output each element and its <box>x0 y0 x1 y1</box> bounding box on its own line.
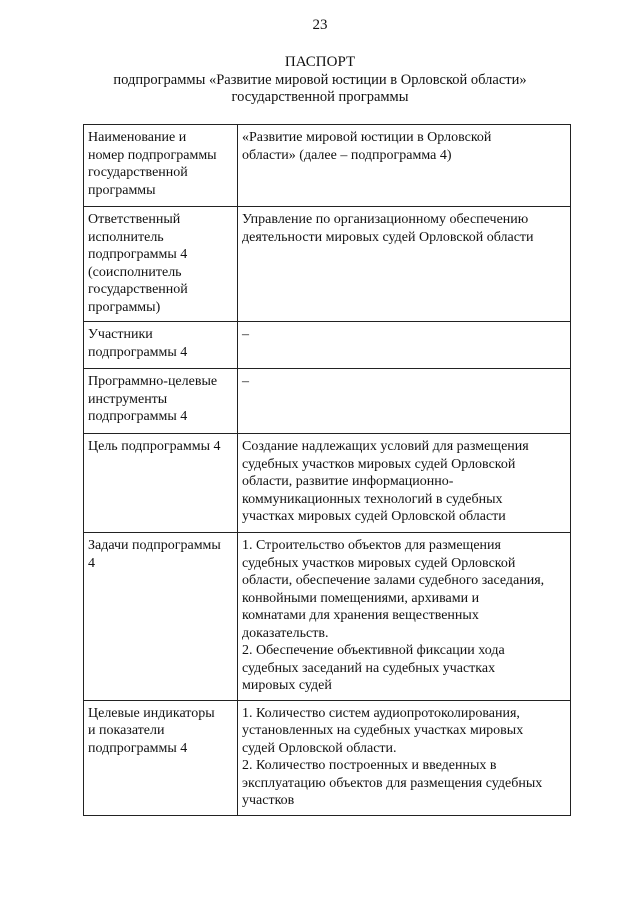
row-label-cell <box>84 434 238 533</box>
row-value-line: 2. Количество построенных и введенных в <box>242 758 497 773</box>
row-label-cell <box>84 533 238 701</box>
row-value-line: конвойными помещениями, архивами и <box>242 590 480 606</box>
subtitle-line: подпрограммы «Развитие мировой юстиции в Орловской области» <box>113 72 527 88</box>
row-label-cell <box>84 369 238 434</box>
row-value-cell <box>238 700 571 815</box>
row-label-cell <box>84 322 238 369</box>
row-label-line: государственной <box>88 165 188 180</box>
row-label-line: программы) <box>88 299 161 315</box>
row-label-line: и показатели <box>88 723 165 738</box>
row-label-line: инструменты <box>88 391 168 407</box>
row-value-line: коммуникационных технологий в судебных <box>242 491 503 507</box>
row-value-line: доказательств. <box>242 625 329 641</box>
row-label-line: подпрограммы 4 <box>88 409 188 424</box>
table-row <box>84 533 571 701</box>
table-row <box>84 207 571 322</box>
row-value-line: – <box>242 327 249 342</box>
row-label-line: Цель подпрограммы 4 <box>88 439 221 454</box>
row-label-line: государственной <box>88 282 188 297</box>
row-value-cell <box>238 434 571 533</box>
document-title: ПАСПОРТ <box>284 54 356 70</box>
table-row <box>84 125 571 207</box>
passport-table <box>83 124 571 816</box>
row-value-line: мировых судей <box>242 678 332 693</box>
row-label-line: исполнитель <box>88 229 164 245</box>
table-row <box>84 700 571 815</box>
row-value-line: установленных на судебных участках мировых <box>242 723 524 738</box>
row-value-line: судей Орловской области. <box>242 740 397 756</box>
row-value-cell <box>238 533 571 701</box>
row-value-line: участков <box>242 793 295 808</box>
row-label-line: Целевые индикаторы <box>88 705 215 721</box>
row-value-line: судебных заседаний на судебных участках <box>242 660 496 676</box>
row-value-line: области, обеспечение залами судебного заседания, <box>242 573 545 588</box>
row-value-cell <box>238 369 571 434</box>
row-label-cell <box>84 207 238 322</box>
row-value-line: Создание надлежащих условий для размещения <box>242 439 529 454</box>
row-label-line: подпрограммы 4 <box>88 247 188 262</box>
row-label-line: подпрограммы 4 <box>88 344 188 360</box>
table-row <box>84 369 571 434</box>
row-label-line: номер подпрограммы <box>88 147 217 163</box>
row-label-line: 4 <box>88 555 95 571</box>
row-value-line: участках мировых судей Орловской области <box>242 509 506 524</box>
row-value-line: Управление по организационному обеспечению <box>242 212 529 227</box>
row-label-line: Задачи подпрограммы <box>88 538 221 553</box>
row-value-line: – <box>242 374 249 389</box>
row-label-line: программы <box>88 182 156 198</box>
row-label-line: Наименование и <box>88 130 187 145</box>
table-row <box>84 322 571 369</box>
row-label-cell <box>84 700 238 815</box>
row-value-line: 1. Количество систем аудиопротоколирования, <box>242 705 520 721</box>
row-value-line: области, развитие информационно- <box>242 474 454 489</box>
row-value-cell <box>238 322 571 369</box>
row-label-cell <box>84 125 238 207</box>
row-value-line: комнатами для хранения вещественных <box>242 608 479 623</box>
row-value-line: судебных участков мировых судей Орловской <box>242 456 516 472</box>
passport-table-body <box>84 125 571 816</box>
row-value-cell <box>238 207 571 322</box>
table-row <box>84 434 571 533</box>
row-value-line: 2. Обеспечение объективной фиксации хода <box>242 643 505 658</box>
row-label-line: (соисполнитель <box>88 264 182 280</box>
row-value-line: 1. Строительство объектов для размещения <box>242 538 501 553</box>
page-number: 23 <box>312 17 328 33</box>
row-value-line: деятельности мировых судей Орловской области <box>242 229 534 245</box>
row-label-line: подпрограммы 4 <box>88 740 188 756</box>
row-label-line: Программно-целевые <box>88 374 218 389</box>
subtitle-line: государственной программы <box>231 89 409 105</box>
row-label-line: Ответственный <box>88 212 181 227</box>
document-subtitle <box>0 72 640 106</box>
row-value-line: «Развитие мировой юстиции в Орловской <box>242 130 492 145</box>
row-value-line: судебных участков мировых судей Орловской <box>242 555 516 571</box>
row-value-cell <box>238 125 571 207</box>
row-value-line: эксплуатацию объектов для размещения судебных <box>242 775 543 791</box>
row-value-line: области» (далее – подпрограмма 4) <box>242 147 452 163</box>
row-label-line: Участники <box>88 327 153 342</box>
